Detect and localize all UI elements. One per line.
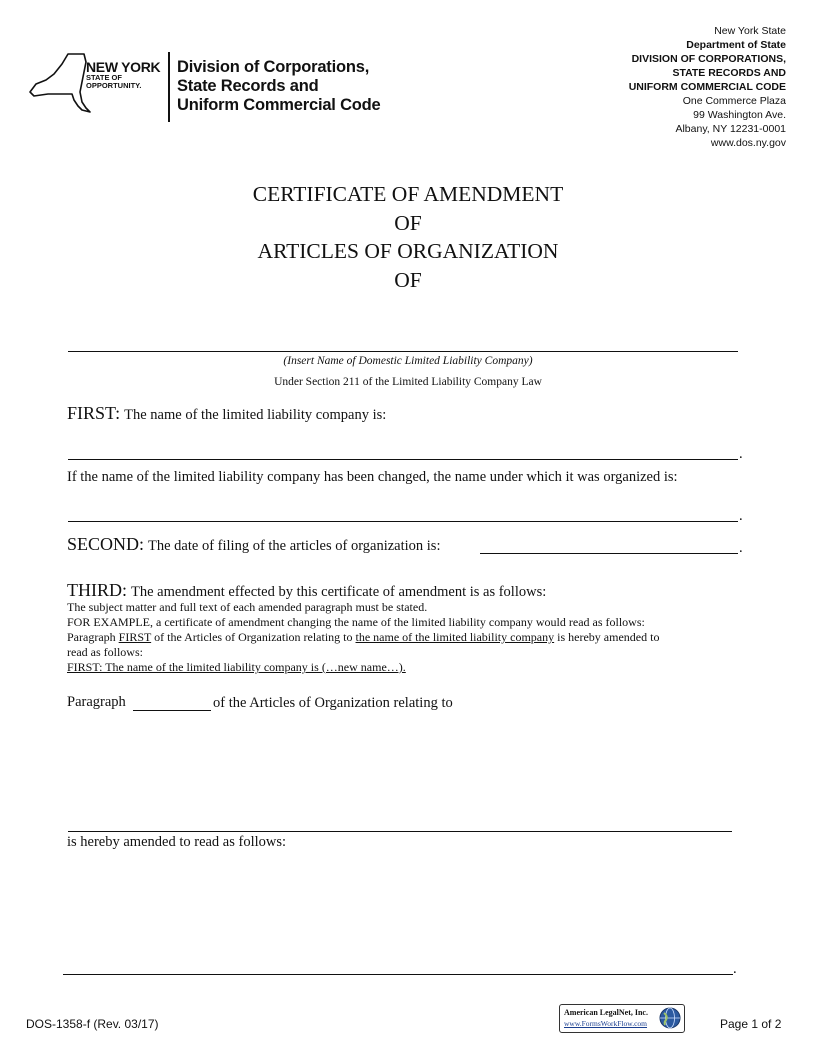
statute-reference: Under Section 211 of the Limited Liability Company Law xyxy=(274,376,542,388)
division-name xyxy=(177,58,381,115)
amendment-text-field[interactable] xyxy=(63,974,733,975)
legalnet-name: American LegalNet, Inc. xyxy=(564,1008,648,1017)
form-id: DOS-1358-f (Rev. 03/17) xyxy=(26,1017,159,1031)
address-line6: One Commerce Plaza xyxy=(682,95,786,107)
division-line3: Uniform Commercial Code xyxy=(177,96,381,114)
company-name-caption: (Insert Name of Domestic Limited Liability Company) xyxy=(283,355,533,367)
legalnet-url[interactable]: www.FormsWorkFlow.com xyxy=(564,1019,648,1028)
paragraph-subject-field[interactable] xyxy=(68,831,732,832)
title-line3: ARTICLES OF ORGANIZATION xyxy=(257,239,559,263)
logo-divider xyxy=(168,52,170,122)
title-line4: OF xyxy=(394,267,422,292)
second-text: The date of filing of the articles of organization is: xyxy=(148,538,441,554)
address-line2: Department of State xyxy=(686,39,786,51)
brand-line2: STATE OF xyxy=(86,73,122,82)
second-section xyxy=(67,534,440,555)
second-label: SECOND: xyxy=(67,534,145,554)
division-line2: State Records and xyxy=(177,77,319,95)
paragraph-number-field[interactable] xyxy=(133,710,211,711)
company-name-field[interactable] xyxy=(68,351,738,352)
first-section xyxy=(67,403,386,424)
title-line2: OF xyxy=(394,210,422,235)
agency-address xyxy=(629,24,786,150)
address-line8: Albany, NY 12231-0001 xyxy=(675,123,786,135)
instruction-line4: read as follows: xyxy=(67,645,143,659)
instruction-line5: FIRST: The name of the limited liability company is (…new name…). xyxy=(67,660,406,674)
amended-text: is hereby amended to read as follows: xyxy=(67,834,287,850)
legalnet-badge[interactable] xyxy=(559,1004,685,1033)
original-name-line[interactable] xyxy=(68,521,738,522)
page-number: Page 1 of 2 xyxy=(720,1017,782,1031)
document-title xyxy=(0,180,816,294)
globe-icon xyxy=(659,1007,681,1029)
name-changed-text: If the name of the limited liability company has been changed, the name under which it was organized is: xyxy=(67,469,678,485)
address-line1: New York State xyxy=(714,25,786,37)
period-mark: . xyxy=(739,446,743,462)
brand-line1: NEW YORK xyxy=(86,59,161,75)
instruction-line3: Paragraph FIRST of the Articles of Organization relating to the name of the limited liability company is hereby amended to xyxy=(67,630,660,644)
address-line3: DIVISION OF CORPORATIONS, xyxy=(631,53,786,65)
paragraph-relating-text: of the Articles of Organization relating to xyxy=(213,695,453,711)
third-section xyxy=(67,580,546,601)
third-instructions xyxy=(67,600,747,675)
instruction-line1: The subject matter and full text of each amended paragraph must be stated. xyxy=(67,600,428,614)
address-line4: STATE RECORDS AND xyxy=(672,67,786,79)
address-line7: 99 Washington Ave. xyxy=(693,109,786,121)
website-link[interactable]: www.dos.ny.gov xyxy=(710,137,786,149)
address-line5: UNIFORM COMMERCIAL CODE xyxy=(628,81,786,93)
company-name-line[interactable] xyxy=(68,459,738,460)
third-label: THIRD: xyxy=(67,580,127,600)
period-mark: . xyxy=(733,961,737,977)
third-text: The amendment effected by this certificate of amendment is as follows: xyxy=(131,584,547,600)
instruction-line2: FOR EXAMPLE, a certificate of amendment changing the name of the limited liability company would read as follows: xyxy=(67,615,645,629)
title-line1: CERTIFICATE OF AMENDMENT xyxy=(252,182,564,206)
first-label: FIRST: xyxy=(67,403,121,423)
period-mark: . xyxy=(739,508,743,524)
ny-brand-wordmark xyxy=(86,60,160,90)
filing-date-field[interactable] xyxy=(480,553,738,554)
period-mark: . xyxy=(739,540,743,556)
first-text: The name of the limited liability company is: xyxy=(124,407,387,423)
brand-line3: OPPORTUNITY. xyxy=(86,81,142,90)
division-line1: Division of Corporations, xyxy=(177,58,370,76)
paragraph-label: Paragraph xyxy=(67,694,126,710)
